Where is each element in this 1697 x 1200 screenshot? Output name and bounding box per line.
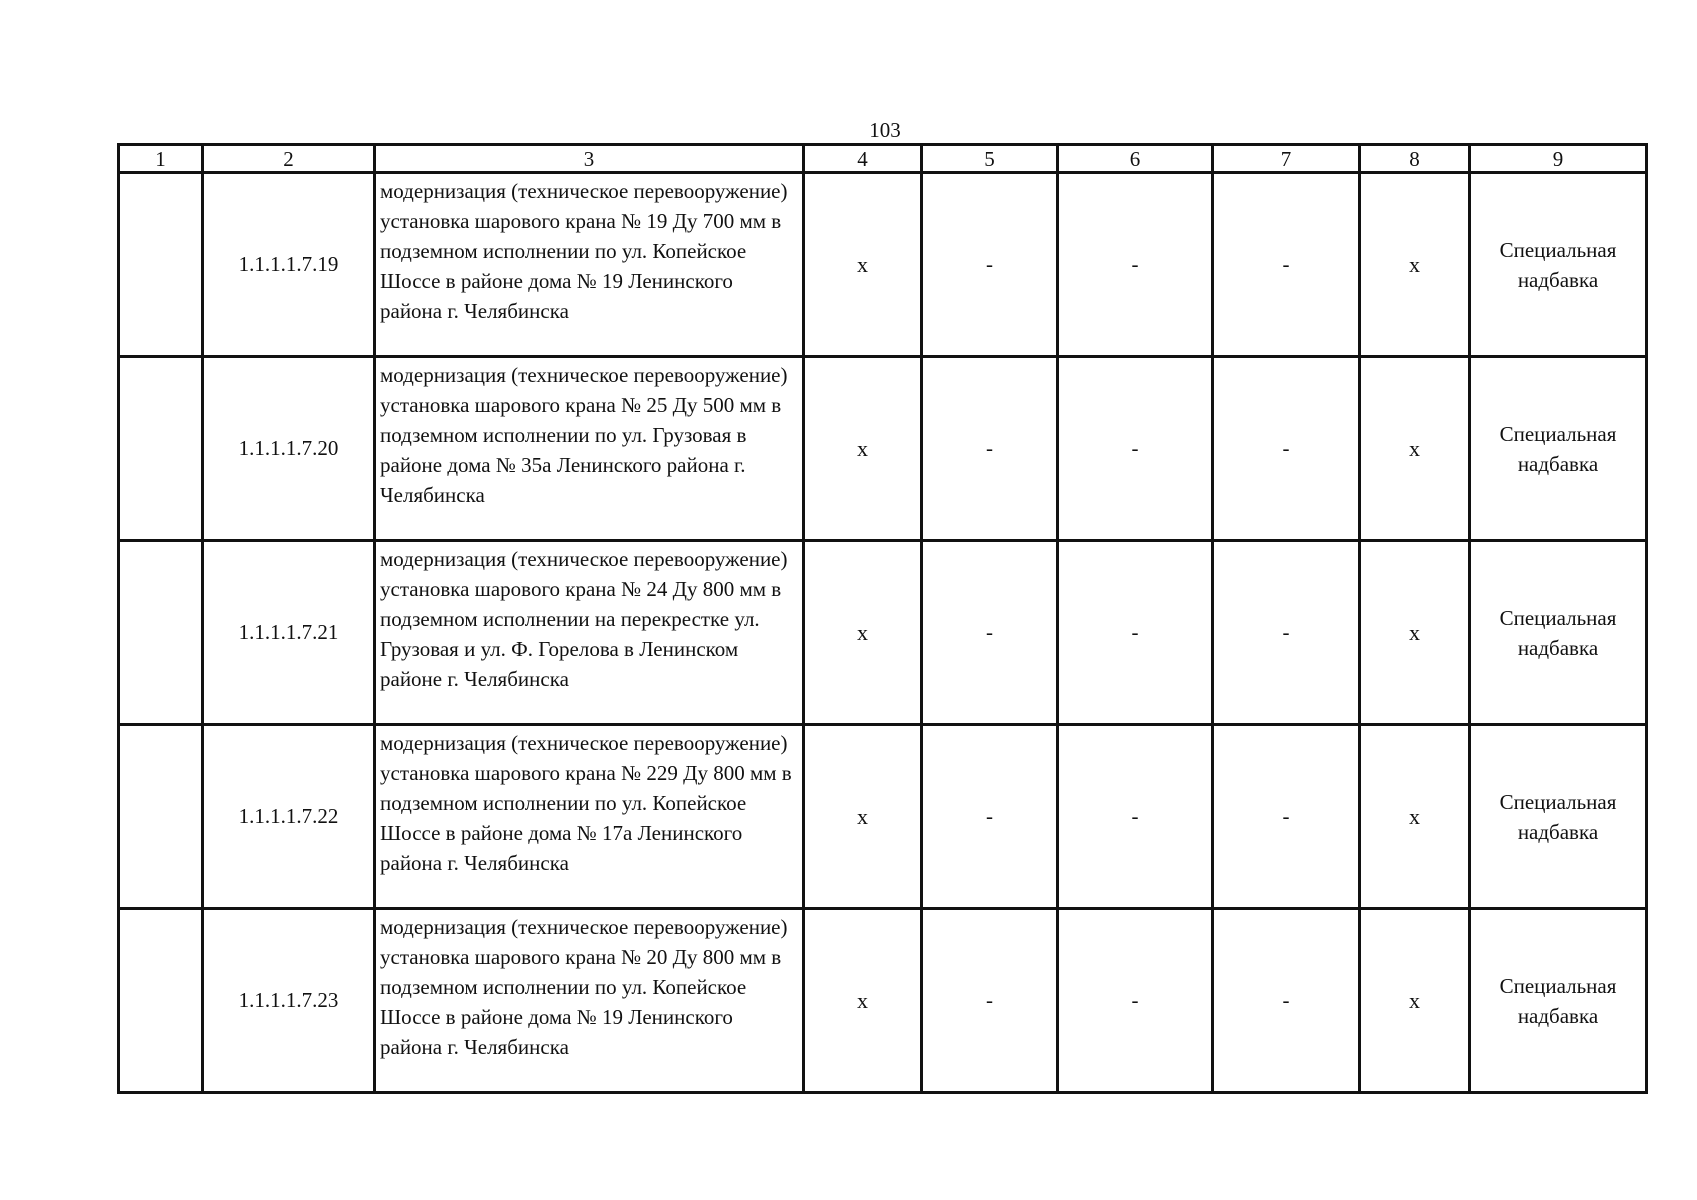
table-row xyxy=(119,541,1647,725)
cell-code: 1.1.1.1.7.21 xyxy=(203,541,375,725)
cell-col6: - xyxy=(1058,541,1213,725)
cell-col5: - xyxy=(922,725,1058,909)
cell-col6: - xyxy=(1058,725,1213,909)
cell-note: Специальная надбавка xyxy=(1470,357,1647,541)
cell-col4: х xyxy=(804,357,922,541)
table-row xyxy=(119,173,1647,357)
table-row xyxy=(119,725,1647,909)
cell-col1 xyxy=(119,909,203,1093)
cell-col6: - xyxy=(1058,173,1213,357)
cell-col4: х xyxy=(804,725,922,909)
cell-code: 1.1.1.1.7.22 xyxy=(203,725,375,909)
header-col-5: 5 xyxy=(922,145,1058,173)
header-col-8: 8 xyxy=(1360,145,1470,173)
header-col-6: 6 xyxy=(1058,145,1213,173)
cell-col4: х xyxy=(804,173,922,357)
header-col-4: 4 xyxy=(804,145,922,173)
cell-col7: - xyxy=(1213,357,1360,541)
page-number: 103 xyxy=(869,118,901,142)
cell-col4: х xyxy=(804,541,922,725)
cell-col8: х xyxy=(1360,909,1470,1093)
cell-col1 xyxy=(119,725,203,909)
header-col-1: 1 xyxy=(119,145,203,173)
data-table xyxy=(117,143,1648,1094)
cell-col8: х xyxy=(1360,357,1470,541)
cell-col5: - xyxy=(922,357,1058,541)
table-row xyxy=(119,357,1647,541)
cell-note: Специальная надбавка xyxy=(1470,173,1647,357)
cell-col8: х xyxy=(1360,173,1470,357)
cell-col6: - xyxy=(1058,357,1213,541)
cell-col7: - xyxy=(1213,541,1360,725)
cell-description: модернизация (техническое перевооружение) установка шарового крана № 24 Ду 800 мм в подземном исполнении на перекрестке ул. Грузовая и ул. Ф. Горелова в Ленинском районе г. Челябинска xyxy=(375,541,804,725)
header-col-2: 2 xyxy=(203,145,375,173)
table-body xyxy=(119,173,1647,1093)
cell-col7: - xyxy=(1213,909,1360,1093)
table-row xyxy=(119,909,1647,1093)
cell-code: 1.1.1.1.7.20 xyxy=(203,357,375,541)
cell-code: 1.1.1.1.7.19 xyxy=(203,173,375,357)
cell-description: модернизация (техническое перевооружение) установка шарового крана № 19 Ду 700 мм в подземном исполнении по ул. Копейское Шоссе в районе дома № 19 Ленинского района г. Челябинска xyxy=(375,173,804,357)
cell-col5: - xyxy=(922,173,1058,357)
cell-col1 xyxy=(119,541,203,725)
cell-note: Специальная надбавка xyxy=(1470,541,1647,725)
cell-col7: - xyxy=(1213,173,1360,357)
cell-description: модернизация (техническое перевооружение) установка шарового крана № 25 Ду 500 мм в подземном исполнении по ул. Грузовая в районе дома № 35а Ленинского района г. Челябинска xyxy=(375,357,804,541)
cell-col7: - xyxy=(1213,725,1360,909)
cell-description: модернизация (техническое перевооружение) установка шарового крана № 229 Ду 800 мм в подземном исполнении по ул. Копейское Шоссе в районе дома № 17а Ленинского района г. Челябинска xyxy=(375,725,804,909)
cell-col8: х xyxy=(1360,725,1470,909)
cell-col8: х xyxy=(1360,541,1470,725)
table-header xyxy=(119,145,1647,173)
cell-col5: - xyxy=(922,909,1058,1093)
cell-note: Специальная надбавка xyxy=(1470,725,1647,909)
header-col-7: 7 xyxy=(1213,145,1360,173)
cell-col1 xyxy=(119,357,203,541)
cell-col1 xyxy=(119,173,203,357)
cell-col6: - xyxy=(1058,909,1213,1093)
cell-code: 1.1.1.1.7.23 xyxy=(203,909,375,1093)
header-col-3: 3 xyxy=(375,145,804,173)
cell-col4: х xyxy=(804,909,922,1093)
cell-description: модернизация (техническое перевооружение) установка шарового крана № 20 Ду 800 мм в подземном исполнении по ул. Копейское Шоссе в районе дома № 19 Ленинского района г. Челябинска xyxy=(375,909,804,1093)
cell-col5: - xyxy=(922,541,1058,725)
header-col-9: 9 xyxy=(1470,145,1647,173)
header-row xyxy=(119,145,1647,173)
cell-note: Специальная надбавка xyxy=(1470,909,1647,1093)
